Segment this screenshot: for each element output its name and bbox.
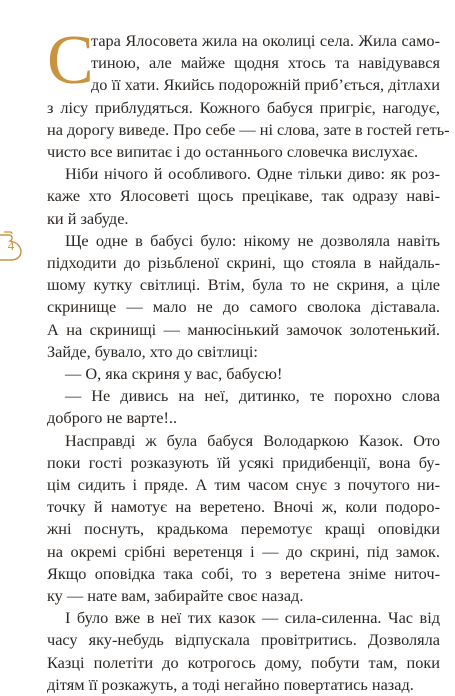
page-number-badge xyxy=(0,230,26,262)
text-line: Насправді ж була бабуся Володаркою Казок. Ото xyxy=(65,430,440,450)
text-line: Зайде, бувало, хто до світлиці: xyxy=(47,341,258,361)
text-line: тиною, але майже щодня хтось та навідувався xyxy=(91,53,440,73)
paragraph-6 xyxy=(47,430,440,608)
paragraph-1 xyxy=(47,22,450,163)
text-line: Казці полетіти до котрогось дому, побути там, поки xyxy=(47,652,440,672)
text-line: з лісу приблудяться. Кожного бабуся пригріє, нагодує, xyxy=(47,97,440,117)
paragraph-3 xyxy=(47,230,440,363)
text-line: жні поснуть, крадькома перемотує кращі оповідки xyxy=(47,519,440,539)
text-line: шому кутку світлиці. Втім, була то не скриня, а ціле xyxy=(47,275,440,295)
text-line: цім сидить і пряде. А тим часом снує з почутого ни- xyxy=(47,475,440,495)
text-line: доброго не варте!.. xyxy=(47,408,178,428)
text-line: підходити до різьбленої скрині, що стояла в найдаль- xyxy=(47,253,440,273)
text-line: Ще одне в бабусі було: нікому не дозволяла навіть xyxy=(65,230,440,250)
text-line: на дорогу виведе. Про себе — ні слова, зате в гостей геть- xyxy=(47,119,450,139)
text-line: ки й забуде. xyxy=(47,208,129,228)
text-line: А на скринищі — манюсінький замочок золотенький. xyxy=(47,319,440,339)
text-line: каже хто Ялосоветі щось прецікаве, так одразу наві- xyxy=(47,186,440,206)
text-line: точку й намотує на веретено. Вночі ж, коли подоро- xyxy=(47,497,440,517)
drop-cap-letter: С xyxy=(47,22,94,99)
text-line: — О, яка скриня у вас, бабусю! xyxy=(65,364,283,384)
text-line: скринище — мало не до самого сволока діставала. xyxy=(47,297,440,317)
story-text xyxy=(47,22,450,696)
text-line: — Не дивись на неї, дитинко, те порохно слова xyxy=(65,386,440,406)
text-line: Ніби нічого й особливого. Одне тільки диво: як роз- xyxy=(65,164,440,184)
paragraph-5 xyxy=(47,385,440,429)
paragraph-7 xyxy=(47,607,440,696)
text-line: І було вже в неї тих казок — сила-силенна. Час від xyxy=(65,608,440,628)
text-line: чисто все випитає і до останнього словечка вислухає. xyxy=(47,142,419,162)
text-line: поки гості розказують їй усякі придибенції, вона бу- xyxy=(47,452,440,472)
paragraph-2 xyxy=(47,163,440,230)
text-line: тара Ялосовета жила на околиці села. Жила само- xyxy=(91,31,440,50)
text-line: Якщо оповідка така собі, то з веретена зніме ниточ- xyxy=(47,563,440,583)
text-line: ку — нате вам, забирайте своє назад. xyxy=(47,586,304,606)
page-number: 4 xyxy=(7,238,15,253)
text-line: до її хати. Якийсь подорожній прибʼється, дітлахи xyxy=(91,75,440,95)
text-line: на окремі срібні веретенця і — до скрині, під замок. xyxy=(47,541,440,561)
paragraph-4 xyxy=(47,363,440,385)
text-line: дітям її розкажуть, а тоді негайно повертатись назад. xyxy=(47,674,414,694)
text-line: часу яку-небудь відпускала провітритись. Дозволяла xyxy=(47,630,440,650)
